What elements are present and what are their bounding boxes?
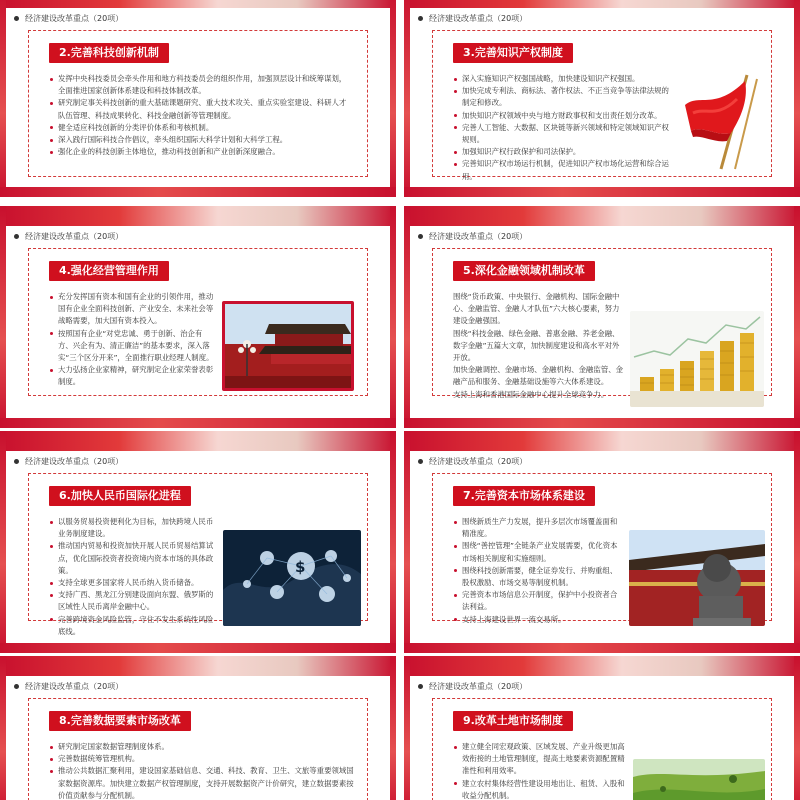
header-label: 经济建设改革重点（20项） — [25, 456, 124, 466]
paragraph: 支持上海和香港国际金融中心提升全球竞争力。 — [453, 389, 609, 399]
bullet-list — [49, 73, 353, 158]
slide-title: 9.改革土地市场制度 — [453, 711, 573, 731]
list-item: 完善知识产权市场运行机制，促进知识产权市场化运营和综合运用。 — [453, 158, 671, 182]
list-item: 研究制定国家数据管理制度体系。 — [49, 741, 355, 753]
list-item: 充分发挥国有资本和国有企业的引领作用，推动国有企业全面科技创新、产业安全、未来社会等战略需要，加大国有资本投入。 — [49, 291, 214, 328]
slide-thumbnail-9[interactable] — [404, 656, 800, 800]
list-item: 加快完成专利法、商标法、著作权法、不正当竞争等法律法规的制定和修改。 — [453, 85, 671, 109]
slide-thumbnail-6[interactable] — [0, 431, 396, 653]
list-item: 建立农村集体经营性建设用地出让、租赁、入股和收益分配机制。 — [453, 778, 627, 800]
list-item: 完善跨境资金风险监管，守住不发生系统性风险底线。 — [49, 614, 217, 638]
list-item: 深入实施知识产权强国战略，加快建设知识产权强国。 — [453, 73, 671, 85]
slide-header — [14, 230, 123, 242]
header-label: 经济建设改革重点（20项） — [429, 231, 528, 241]
slide-title: 8.完善数据要素市场改革 — [49, 711, 191, 731]
slide-thumbnail-4[interactable] — [0, 206, 396, 428]
red-flag-image — [677, 71, 767, 171]
list-item: 围绕新质生产力发展，提升多层次市场覆盖面和精准度。 — [453, 516, 623, 540]
list-item: 支持广西、黑龙江分别建设面向东盟、俄罗斯的区域性人民币离岸金融中心。 — [49, 589, 217, 613]
header-label: 经济建设改革重点（20项） — [429, 13, 528, 23]
slide-thumbnail-3[interactable] — [404, 0, 800, 197]
bullet-list — [49, 516, 217, 638]
header-label: 经济建设改革重点（20项） — [25, 231, 124, 241]
list-item: 加强知识产权行政保护和司法保护。 — [453, 146, 671, 158]
slide-header — [418, 12, 527, 24]
slide-title: 2.完善科技创新机制 — [49, 43, 169, 63]
header-label: 经济建设改革重点（20项） — [25, 681, 124, 691]
bullet-list — [49, 741, 355, 800]
list-item: 推动公共数据汇聚利用，建设国家基础信息、交通、科技、教育、卫生、文旅等重要领域国家数据资源库。加快建立数据产权管理制度，支持开展数据资产计价研究，建立数据要素按价值贡献参与分配机制。 — [49, 765, 355, 800]
slide-header — [14, 12, 123, 24]
stone-lion-image — [629, 530, 765, 626]
list-item: 建立健全同宏观政策、区域发展、产业升级更加高效衔接的土地管理制度，提高土地要素资源配置精准性和利用效率。 — [453, 741, 627, 778]
list-item: 支持全球更多国家将人民币纳入货币储备。 — [49, 577, 217, 589]
header-label: 经济建设改革重点（20项） — [429, 681, 528, 691]
slide-header — [14, 455, 123, 467]
list-item: 完善数据统筹管理机构。 — [49, 753, 355, 765]
bullet-list — [453, 741, 627, 800]
slide-title: 3.完善知识产权制度 — [453, 43, 573, 63]
list-item: 按照国有企业“对党忠诚、勇于创新、治企有方、兴企有为、清正廉洁”的基本要求，深入落实“三个区分开来”，全面推行职业经理人制度。 — [49, 328, 214, 365]
list-item: 深入践行国际科技合作倡议，牵头组织国际大科学计划和大科学工程。 — [49, 134, 353, 146]
bullet-list — [453, 73, 671, 183]
paragraph: 加快金融调控、金融市场、金融机构、金融监管、金融产品和服务、金融基础设施等六大体系建设。 — [453, 365, 623, 387]
green-field-image — [633, 759, 765, 800]
list-item: 大力弘扬企业家精神，研究制定企业家荣誉表彰制度。 — [49, 364, 214, 388]
slide-title: 6.加快人民币国际化进程 — [49, 486, 191, 506]
list-item: 加快知识产权领域中央与地方财政事权和支出责任划分改革。 — [453, 110, 671, 122]
paragraph-block — [453, 291, 623, 401]
slide-title: 7.完善资本市场体系建设 — [453, 486, 595, 506]
header-label: 经济建设改革重点（20项） — [25, 13, 124, 23]
header-label: 经济建设改革重点（20项） — [429, 456, 528, 466]
list-item: 发挥中央科技委员会牵头作用和地方科技委员会的组织作用，加强顶层设计和统筹谋划，全面推进国家创新体系建设和科技体制改革。 — [49, 73, 353, 97]
list-item: 健全适应科技创新的分类评价体系和考核机制。 — [49, 122, 353, 134]
list-item: 围绕“善控管理”全链条产业发展需要，优化资本市场相关制度和实施细则。 — [453, 540, 623, 564]
slide-thumbnail-7[interactable] — [404, 431, 800, 653]
paragraph: 围绕“科技金融、绿色金融、普惠金融、养老金融、数字金融”五篇大文章，加快制度建设和高水平对外开放。 — [453, 328, 620, 363]
slide-thumbnail-2[interactable] — [0, 0, 396, 197]
list-item: 研究制定事关科技创新的重大基础课题研究、重大技术攻关、重点实验室建设、科研人才队伍管理、科技成果转化、科技金融创新等管理制度。 — [49, 97, 353, 121]
gold-coins-image — [630, 311, 764, 407]
list-item: 推动国内贸易和投资加快开展人民币贸易结算试点，优化国际投资者投资境内资本市场的具体政策。 — [49, 540, 217, 577]
list-item: 支持上海建设世界一流交易所。 — [453, 614, 623, 626]
slide-header — [418, 680, 527, 692]
list-item: 围绕科技创新需要，健全证券发行、并购重组、股权激励、市场交易等制度机制。 — [453, 565, 623, 589]
list-item: 完善人工智能、大数据、区块链等新兴领域和特定领域知识产权规则。 — [453, 122, 671, 146]
slide-header — [14, 680, 123, 692]
slide-title: 4.强化经营管理作用 — [49, 261, 169, 281]
list-item: 以服务贸易投资便利化为目标，加快跨境人民币业务制度建设。 — [49, 516, 217, 540]
tiananmen-image — [222, 301, 354, 391]
list-item: 完善资本市场信息公开制度，保护中小投资者合法利益。 — [453, 589, 623, 613]
svg-text:$: $ — [295, 558, 306, 576]
bullet-list — [453, 516, 623, 626]
slide-header — [418, 455, 527, 467]
slide-thumbnail-5[interactable] — [404, 206, 800, 428]
slide-thumbnail-8[interactable] — [0, 656, 396, 800]
slide-header — [418, 230, 527, 242]
bullet-list — [49, 291, 214, 389]
list-item: 强化企业的科技创新主体地位，推动科技创新和产业创新深度融合。 — [49, 146, 353, 158]
digital-finance-image — [223, 530, 361, 626]
paragraph: 围绕“货币政策、中央银行、金融机构、国际金融中心、金融监管、金融人才队伍”六大核心要素，努力建设金融强国。 — [453, 292, 620, 326]
slide-title: 5.深化金融领域机制改革 — [453, 261, 595, 281]
